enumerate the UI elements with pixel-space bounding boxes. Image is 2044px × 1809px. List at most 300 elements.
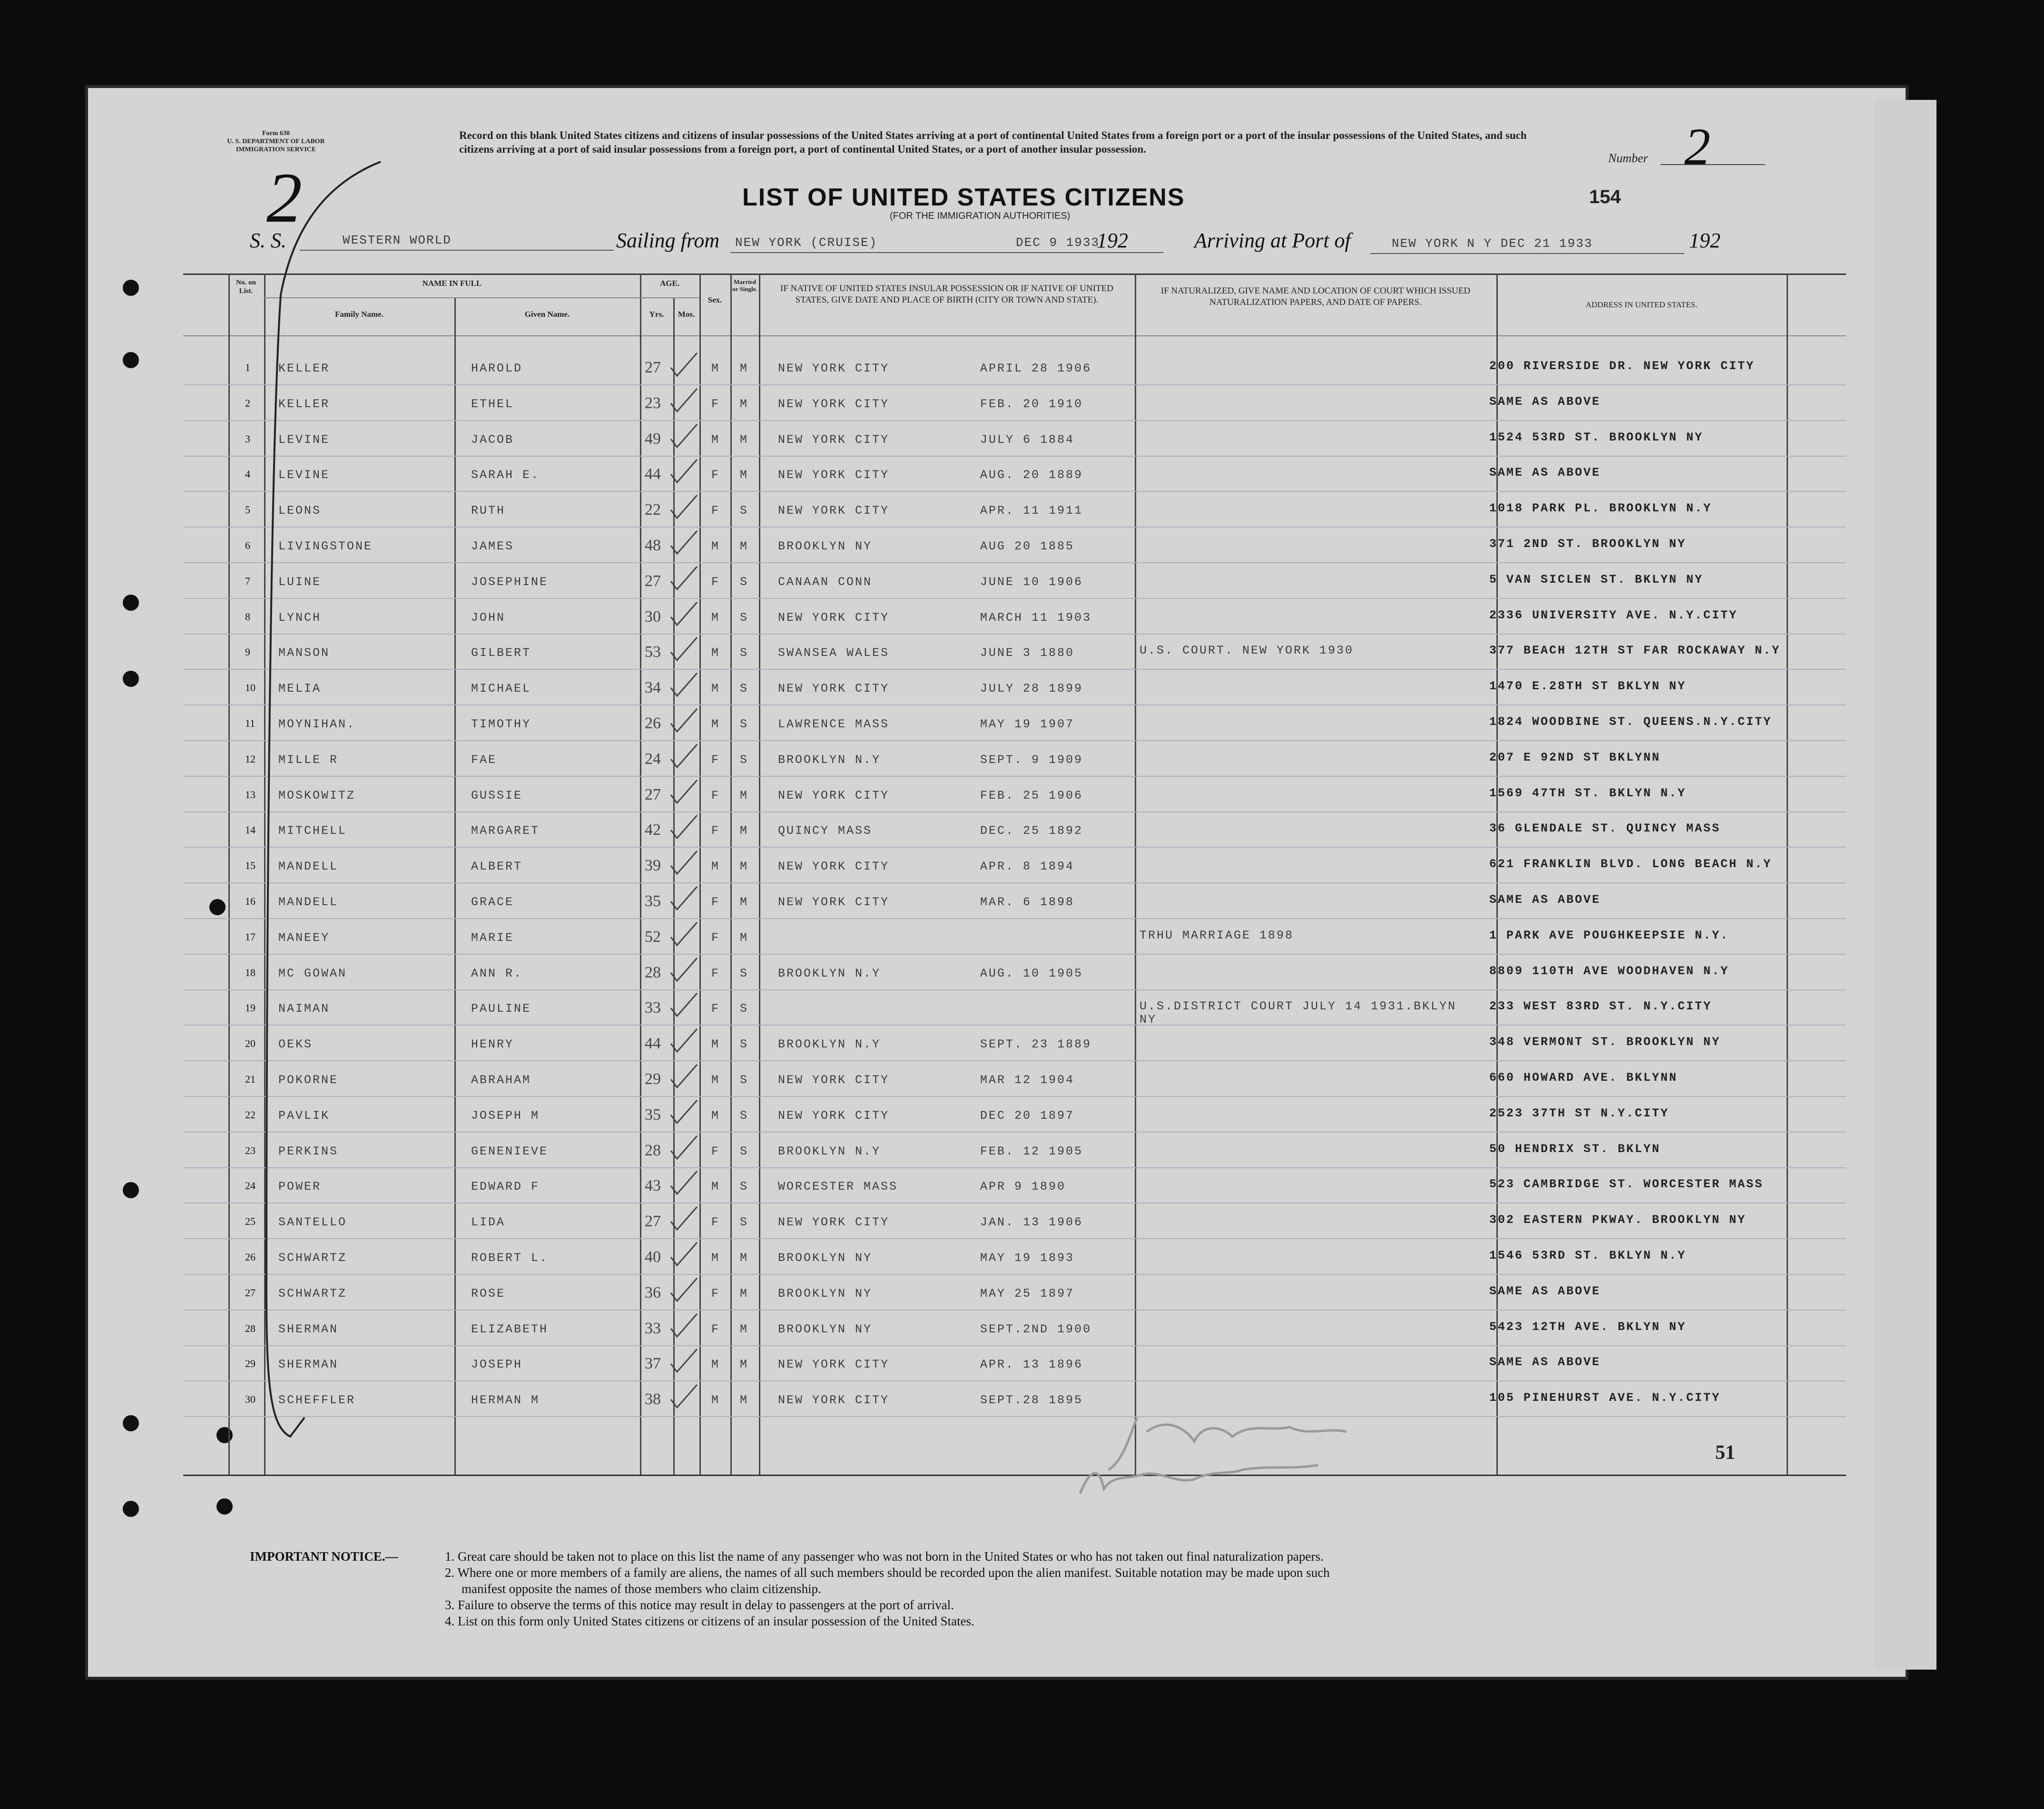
cell-marital-status: M [740, 1393, 749, 1407]
arriving-line [1370, 253, 1684, 254]
service: IMMIGRATION SERVICE [236, 146, 316, 153]
cell-family-name: SANTELLO [278, 1215, 347, 1229]
cell-given-name: HERMAN M [471, 1393, 540, 1407]
cell-row-number: 7 [245, 575, 250, 587]
cell-sex: M [711, 682, 720, 695]
cell-family-name: LEONS [278, 504, 322, 518]
cell-birth-date: MAY 19 1893 [980, 1251, 1075, 1265]
cell-address: 377 BEACH 12TH ST FAR ROCKAWAY N.Y [1489, 644, 1781, 657]
check-mark [668, 778, 702, 807]
cell-birth-date: DEC. 25 1892 [980, 824, 1083, 838]
cell-age-years: 44 [645, 465, 661, 483]
check-mark [668, 1312, 702, 1340]
cell-row-number: 4 [245, 468, 250, 480]
cell-address: 200 RIVERSIDE DR. NEW YORK CITY [1489, 359, 1755, 373]
cell-birth-date: MAY 19 1907 [980, 717, 1075, 731]
cell-marital-status: M [740, 362, 749, 375]
cell-marital-status: S [740, 575, 749, 589]
cell-age-years: 33 [645, 1320, 661, 1337]
cell-birth-place: SWANSEA WALES [778, 646, 890, 660]
row-rule [183, 1060, 1846, 1061]
cell-marital-status: S [740, 753, 749, 767]
cell-address: 371 2ND ST. BROOKLYN NY [1489, 537, 1687, 551]
cell-address: 233 WEST 83RD ST. N.Y.CITY [1489, 999, 1712, 1013]
cell-age-years: 39 [645, 857, 661, 874]
cell-age-years: 24 [645, 750, 661, 768]
cell-birth-date: MAY 25 1897 [980, 1287, 1075, 1301]
cell-age-years: 23 [645, 394, 661, 412]
cell-birth-date: AUG 20 1885 [980, 539, 1075, 553]
cell-row-number: 22 [245, 1109, 256, 1121]
page-subtitle: (FOR THE IMMIGRATION AUTHORITIES) [890, 211, 1071, 221]
cell-address: SAME AS ABOVE [1489, 893, 1601, 907]
cell-marital-status: S [740, 1002, 749, 1016]
row-rule [183, 384, 1846, 385]
cell-age-years: 36 [645, 1284, 661, 1301]
department: U. S. DEPARTMENT OF LABOR [227, 138, 325, 145]
cell-birth-place: NEW YORK CITY [778, 789, 890, 802]
cell-family-name: MOYNIHAN. [278, 717, 356, 731]
cell-marital-status: M [740, 931, 749, 945]
cell-row-number: 20 [245, 1037, 256, 1049]
cell-sex: M [711, 1109, 720, 1123]
check-mark [668, 1347, 702, 1376]
cell-family-name: NAIMAN [278, 1002, 330, 1016]
cell-age-years: 43 [645, 1177, 661, 1194]
row-rule [183, 1274, 1846, 1275]
cell-family-name: MANDELL [278, 895, 339, 909]
cell-marital-status: S [740, 967, 749, 980]
cell-marital-status: M [740, 468, 749, 482]
cell-marital-status: S [740, 1109, 749, 1123]
col-yrs: Yrs. [649, 310, 664, 319]
cell-address: 1 PARK AVE POUGHKEEPSIE N.Y. [1489, 929, 1730, 942]
check-mark [668, 1063, 702, 1091]
cell-address: 36 GLENDALE ST. QUINCY MASS [1489, 821, 1721, 835]
cell-address: 1018 PARK PL. BROOKLYN N.Y [1489, 501, 1712, 515]
cell-sex: M [711, 362, 720, 375]
number-line [1661, 164, 1765, 165]
cell-birth-place: NEW YORK CITY [778, 362, 890, 375]
cell-marital-status: S [740, 1180, 749, 1193]
row-rule [183, 1345, 1846, 1346]
cell-sex: F [711, 753, 720, 767]
cell-sex: M [711, 717, 720, 731]
cell-family-name: MANEEY [278, 931, 330, 945]
cell-birth-place: NEW YORK CITY [778, 1109, 890, 1123]
cell-family-name: SHERMAN [278, 1322, 339, 1336]
cell-birth-place: BROOKLYN N.Y [778, 753, 881, 767]
cell-family-name: MANDELL [278, 860, 339, 873]
cell-sex: F [711, 1144, 720, 1158]
cell-row-number: 13 [245, 789, 256, 801]
cell-birth-date: APR 9 1890 [980, 1180, 1066, 1193]
cell-sex: F [711, 397, 720, 411]
cell-row-number: 6 [245, 539, 250, 551]
binder-hole [123, 595, 139, 611]
cell-family-name: MELIA [278, 682, 322, 695]
cell-sex: M [711, 1037, 720, 1051]
check-mark [668, 920, 702, 949]
arriving-label: Arriving at Port of [1194, 229, 1351, 252]
check-mark [668, 1134, 702, 1163]
cell-birth-date: APR. 8 1894 [980, 860, 1075, 873]
cell-sex: M [711, 1073, 720, 1087]
cell-address: 1524 53RD ST. BROOKLYN NY [1489, 430, 1704, 444]
check-mark [668, 387, 702, 415]
cell-given-name: PAULINE [471, 1002, 531, 1016]
row-rule [183, 1238, 1846, 1239]
cell-family-name: SHERMAN [278, 1358, 339, 1371]
cell-birth-place: NEW YORK CITY [778, 860, 890, 873]
binder-hole [123, 1415, 139, 1431]
binder-hole [123, 1501, 139, 1517]
cell-marital-status: M [740, 789, 749, 802]
binder-hole [216, 1427, 233, 1443]
check-mark [668, 707, 702, 735]
row-rule [183, 989, 1846, 990]
cell-age-years: 28 [645, 1142, 661, 1159]
cell-address: SAME AS ABOVE [1489, 395, 1601, 409]
cell-birth-place: NEW YORK CITY [778, 1073, 890, 1087]
cell-row-number: 3 [245, 433, 250, 445]
cell-address: SAME AS ABOVE [1489, 466, 1601, 479]
col-family: Family Name. [335, 310, 383, 319]
cell-address: 621 FRANKLIN BLVD. LONG BEACH N.Y [1489, 857, 1772, 871]
cell-sex: F [711, 1215, 720, 1229]
cell-family-name: LUINE [278, 575, 322, 589]
check-mark [668, 351, 702, 380]
cell-family-name: MILLE R [278, 753, 339, 767]
cell-birth-place: NEW YORK CITY [778, 611, 890, 625]
cell-marital-status: S [740, 1037, 749, 1051]
check-mark [668, 1241, 702, 1269]
cell-birth-date: JAN. 13 1906 [980, 1215, 1083, 1229]
instructions: Record on this blank United States citizens and citizens of insular possessions of the United States arriving at a port of continental United States from a foreign port or a port of the insular possessions of the United States, and such citizens arriving at a port of said insular possessions from a foreign port, a port of continental United States, or a port of another insular possession. [459, 129, 1527, 155]
handwritten-mark: 2 [266, 158, 302, 237]
cell-family-name: POKORNE [278, 1073, 339, 1087]
cell-age-years: 49 [645, 430, 661, 448]
cell-birth-place: NEW YORK CITY [778, 397, 890, 411]
check-mark [668, 529, 702, 557]
arriving-port: NEW YORK N Y DEC 21 1933 [1392, 236, 1593, 251]
cell-given-name: MARIE [471, 931, 514, 945]
row-rule [183, 882, 1846, 883]
cell-given-name: ANN R. [471, 967, 523, 980]
check-mark [668, 1169, 702, 1198]
sailing-from: NEW YORK (CRUISE) [735, 235, 878, 250]
inspector-signature [1071, 1398, 1451, 1513]
check-mark [668, 1276, 702, 1305]
cell-marital-status: S [740, 1073, 749, 1087]
cell-birth-date: MARCH 11 1903 [980, 611, 1092, 625]
cell-birth-place: NEW YORK CITY [778, 433, 890, 447]
cell-age-years: 27 [645, 1213, 661, 1230]
cell-row-number: 14 [245, 824, 256, 836]
cell-birth-date: SEPT. 9 1909 [980, 753, 1083, 767]
cell-marital-status: M [740, 1358, 749, 1371]
cell-row-number: 19 [245, 1002, 256, 1014]
row-rule [183, 1416, 1846, 1417]
cell-birth-date: DEC 20 1897 [980, 1109, 1075, 1123]
cell-marital-status: S [740, 504, 749, 518]
cell-given-name: JOSEPH M [471, 1109, 540, 1123]
cell-family-name: MITCHELL [278, 824, 347, 838]
cell-sex: F [711, 1287, 720, 1301]
cell-sex: F [711, 575, 720, 589]
check-mark [668, 458, 702, 486]
cell-sex: M [711, 1393, 720, 1407]
cell-birth-date: SEPT.2ND 1900 [980, 1322, 1092, 1336]
cell-given-name: HENRY [471, 1037, 514, 1051]
sheet-number: 51 [1715, 1442, 1735, 1464]
cell-address: 207 E 92ND ST BKLYNN [1489, 751, 1661, 764]
cell-birth-place: CANAAN CONN [778, 575, 873, 589]
cell-birth-place: NEW YORK CITY [778, 1215, 890, 1229]
col-birth: IF NATIVE OF UNITED STATES INSULAR POSSESSION OR IF NATIVE OF UNITED STATES, GIVE DATE AND PLACE OF BIRTH (CITY OR TOWN AND STATE). [780, 284, 1113, 305]
check-mark [668, 991, 702, 1020]
cell-birth-date: AUG. 20 1889 [980, 468, 1083, 482]
ship-name: WESTERN WORLD [343, 233, 452, 247]
row-rule [183, 669, 1846, 670]
cell-birth-place: BROOKLYN NY [778, 1287, 873, 1301]
cell-age-years: 53 [645, 643, 661, 661]
cell-row-number: 12 [245, 753, 256, 765]
row-rule [183, 1132, 1846, 1133]
cell-row-number: 25 [245, 1215, 256, 1227]
cell-marital-status: S [740, 1144, 749, 1158]
cell-marital-status: M [740, 860, 749, 873]
cell-birth-date: JULY 28 1899 [980, 682, 1083, 695]
cell-given-name: ABRAHAM [471, 1073, 531, 1087]
cell-given-name: JOHN [471, 611, 506, 625]
cell-row-number: 11 [245, 717, 256, 729]
table-bottom-rule [183, 1475, 1846, 1476]
cell-birth-date: AUG. 10 1905 [980, 967, 1083, 980]
cell-age-years: 33 [645, 999, 661, 1017]
cell-birth-place: NEW YORK CITY [778, 895, 890, 909]
cell-birth-date: FEB. 20 1910 [980, 397, 1083, 411]
cell-marital-status: M [740, 1322, 749, 1336]
cell-age-years: 42 [645, 821, 661, 839]
cell-birth-place: NEW YORK CITY [778, 468, 890, 482]
cell-birth-place: BROOKLYN N.Y [778, 967, 881, 980]
cell-marital-status: M [740, 824, 749, 838]
cell-birth-place: BROOKLYN NY [778, 1322, 873, 1336]
cell-given-name: TIMOTHY [471, 717, 531, 731]
cell-family-name: SCHWARTZ [278, 1287, 347, 1301]
cell-birth-date: JUNE 10 1906 [980, 575, 1083, 589]
cell-sex: F [711, 931, 720, 945]
check-mark [668, 956, 702, 985]
notice-heading: IMPORTANT NOTICE.— [250, 1549, 398, 1564]
cell-birth-place: NEW YORK CITY [778, 1358, 890, 1371]
cell-birth-place: LAWRENCE MASS [778, 717, 890, 731]
cell-birth-place: NEW YORK CITY [778, 1393, 890, 1407]
check-mark [668, 600, 702, 629]
cell-birth-date: SEPT.28 1895 [980, 1393, 1083, 1407]
cell-sex: M [711, 860, 720, 873]
cell-address: 8809 110TH AVE WOODHAVEN N.Y [1489, 964, 1730, 978]
row-rule [183, 527, 1846, 528]
row-rule [183, 704, 1846, 705]
cell-family-name: MC GOWAN [278, 967, 347, 980]
cell-birth-date: FEB. 25 1906 [980, 789, 1083, 802]
year-print: 192 [1097, 229, 1128, 252]
cell-age-years: 35 [645, 1106, 661, 1124]
form-number: Form 630 [262, 130, 290, 137]
cell-sex: M [711, 611, 720, 625]
cell-birth-place: QUINCY MASS [778, 824, 873, 838]
cell-sex: M [711, 1251, 720, 1265]
cell-given-name: LIDA [471, 1215, 506, 1229]
ss-label: S. S. [250, 229, 286, 252]
notice-item-1: 1. Great care should be taken not to place on this list the name of any passenger who was not born in the United States or who has not taken out final naturalization papers. [445, 1549, 1324, 1564]
age-subheader-rule [640, 297, 699, 298]
cell-marital-status: M [740, 1251, 749, 1265]
row-rule [183, 1025, 1846, 1026]
cell-marital-status: M [740, 539, 749, 553]
cell-birth-place: BROOKLYN NY [778, 539, 873, 553]
cell-sex: F [711, 895, 720, 909]
cell-row-number: 27 [245, 1287, 256, 1299]
cell-sex: F [711, 468, 720, 482]
cell-address: 348 VERMONT ST. BROOKLYN NY [1489, 1035, 1721, 1049]
cell-age-years: 34 [645, 679, 661, 696]
cell-row-number: 26 [245, 1251, 256, 1263]
cell-row-number: 1 [245, 362, 250, 373]
cell-sex: F [711, 967, 720, 980]
cell-given-name: GUSSIE [471, 789, 523, 802]
cell-birth-place: BROOKLYN NY [778, 1251, 873, 1265]
cell-given-name: GRACE [471, 895, 514, 909]
sailing-date: DEC 9 1933 [1016, 235, 1100, 250]
col-naturalized: IF NATURALIZED, GIVE NAME AND LOCATION OF COURT WHICH ISSUED NATURALIZATION PAPERS, AND DATE OF PAPERS. [1160, 286, 1471, 307]
cell-given-name: JACOB [471, 433, 514, 447]
check-mark [668, 743, 702, 771]
cell-age-years: 27 [645, 359, 661, 376]
cell-marital-status: S [740, 717, 749, 731]
cell-address: SAME AS ABOVE [1489, 1355, 1601, 1369]
cell-birth-date: APR. 13 1896 [980, 1358, 1083, 1371]
notice-item-3: 3. Failure to observe the terms of this notice may result in delay to passengers at the port of arrival. [445, 1598, 954, 1612]
cell-naturalization: U.S.DISTRICT COURT JULY 14 1931.BKLYN NY [1140, 999, 1457, 1027]
col-married: Married or Single. [732, 278, 757, 293]
row-rule [183, 740, 1846, 741]
cell-address: 302 EASTERN PKWAY. BROOKLYN NY [1489, 1213, 1747, 1227]
cell-family-name: LEVINE [278, 468, 330, 482]
row-rule [183, 456, 1846, 457]
row-rule [183, 598, 1846, 599]
cell-age-years: 35 [645, 892, 661, 910]
number-value: 2 [1684, 117, 1710, 176]
cell-sex: M [711, 433, 720, 447]
row-rule [183, 918, 1846, 919]
cell-given-name: JAMES [471, 539, 514, 553]
cell-naturalization: U.S. COURT. NEW YORK 1930 [1140, 644, 1354, 657]
check-mark [668, 565, 702, 593]
row-rule [183, 634, 1846, 635]
table-header-rule [183, 335, 1846, 336]
cell-age-years: 48 [645, 537, 661, 554]
row-rule [183, 1380, 1846, 1381]
cell-row-number: 28 [245, 1322, 256, 1334]
cell-sex: M [711, 1358, 720, 1371]
cell-given-name: ELIZABETH [471, 1322, 549, 1336]
cell-age-years: 38 [645, 1390, 661, 1408]
cell-sex: M [711, 646, 720, 660]
cell-family-name: MOSKOWITZ [278, 789, 356, 802]
cell-given-name: MICHAEL [471, 682, 531, 695]
col-sex: Sex. [708, 295, 722, 304]
cell-given-name: RUTH [471, 504, 506, 518]
cell-given-name: GENENIEVE [471, 1144, 549, 1158]
cell-birth-place: NEW YORK CITY [778, 682, 890, 695]
cell-birth-place: WORCESTER MASS [778, 1180, 898, 1193]
cell-family-name: SCHEFFLER [278, 1393, 356, 1407]
cell-address: 5423 12TH AVE. BKLYN NY [1489, 1320, 1687, 1334]
notice-item-2: 2. Where one or more members of a family are aliens, the names of all such members should be recorded upon the alien manifest. Suitable notation may be made upon such [445, 1565, 1330, 1580]
cell-age-years: 28 [645, 964, 661, 981]
cell-given-name: FAE [471, 753, 497, 767]
cell-birth-date: SEPT. 23 1889 [980, 1037, 1092, 1051]
cell-row-number: 24 [245, 1180, 256, 1192]
cell-marital-status: M [740, 397, 749, 411]
cell-marital-status: S [740, 682, 749, 695]
cell-row-number: 2 [245, 397, 250, 409]
check-mark [668, 849, 702, 878]
cell-age-years: 30 [645, 608, 661, 626]
cell-family-name: POWER [278, 1180, 322, 1193]
check-mark [668, 493, 702, 522]
col-address: ADDRESS IN UNITED STATES. [1585, 300, 1698, 309]
cell-birth-date: MAR. 6 1898 [980, 895, 1075, 909]
cell-age-years: 27 [645, 572, 661, 590]
row-rule [183, 954, 1846, 955]
cell-family-name: KELLER [278, 362, 330, 375]
cell-sex: F [711, 789, 720, 802]
cell-row-number: 29 [245, 1358, 256, 1369]
cell-marital-status: S [740, 1215, 749, 1229]
form-label [205, 129, 347, 154]
cell-birth-date: MAR 12 1904 [980, 1073, 1075, 1087]
cell-family-name: LIVINGSTONE [278, 539, 373, 553]
cell-row-number: 23 [245, 1144, 256, 1156]
col-name-full: NAME IN FULL [422, 279, 482, 288]
cell-given-name: ROSE [471, 1287, 506, 1301]
cell-sex: F [711, 504, 720, 518]
cell-row-number: 10 [245, 682, 256, 694]
cell-age-years: 29 [645, 1070, 661, 1088]
binder-hole [123, 280, 139, 296]
cell-sex: M [711, 539, 720, 553]
cell-given-name: ETHEL [471, 397, 514, 411]
cell-address: 2523 37TH ST N.Y.CITY [1489, 1106, 1670, 1120]
cell-sex: F [711, 1322, 720, 1336]
check-mark [668, 422, 702, 451]
cell-address: 105 PINEHURST AVE. N.Y.CITY [1489, 1391, 1721, 1405]
cell-marital-status: M [740, 895, 749, 909]
cell-address: 1569 47TH ST. BKLYN N.Y [1489, 786, 1687, 800]
check-mark [668, 813, 702, 842]
cell-row-number: 21 [245, 1073, 256, 1085]
cell-family-name: KELLER [278, 397, 330, 411]
check-mark [668, 1098, 702, 1127]
cell-family-name: LYNCH [278, 611, 322, 625]
cell-birth-place: BROOKLYN N.Y [778, 1144, 881, 1158]
col-given: Given Name. [524, 310, 570, 319]
page-number: 154 [1589, 186, 1621, 207]
